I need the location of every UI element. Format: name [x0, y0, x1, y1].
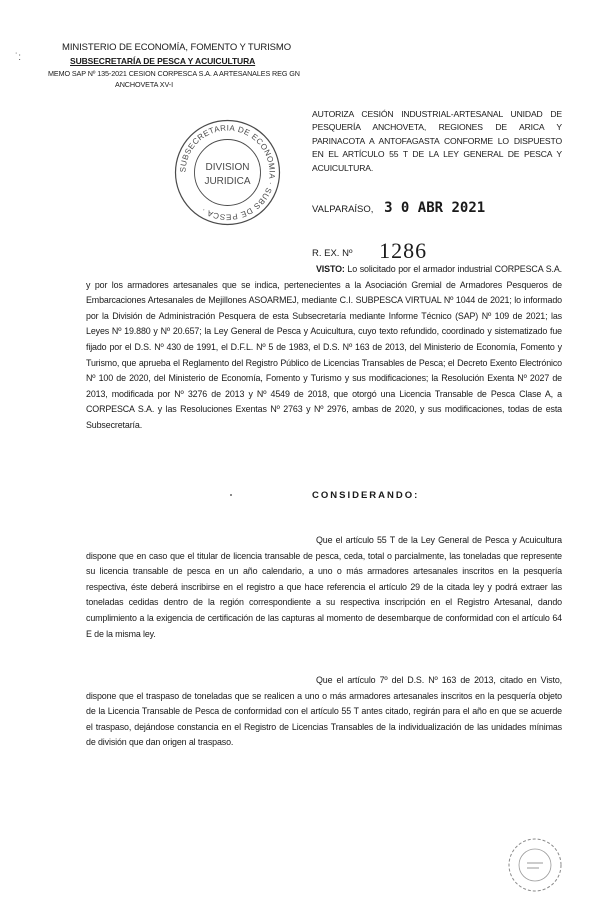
stamp-line1: DIVISION [205, 162, 250, 173]
memo-reference-line2: ANCHOVETA XV-I [115, 80, 173, 89]
considerando-heading: CONSIDERANDO: [312, 490, 420, 501]
ministry-name: MINISTERIO DE ECONOMÍA, FOMENTO Y TURISMO [62, 42, 292, 53]
corner-mark: ˙: [15, 52, 21, 63]
subsecretaria-name: SUBSECRETARÍA DE PESCA Y ACUICULTURA [70, 56, 256, 66]
rex-number: 1286 [379, 238, 428, 263]
division-juridica-stamp-icon [170, 115, 285, 230]
stamp-line2: JURIDICA [204, 176, 251, 187]
stray-dot [230, 494, 232, 496]
page-seal-icon [505, 835, 565, 895]
resolution-title: AUTORIZA CESIÓN INDUSTRIAL-ARTESANAL UNIDAD DE PESQUERÍA ANCHOVETA, REGIONES DE ARICA Y PARINACOTA A ANTOFAGASTA CONFORME LO DISPUESTO EN EL ARTÍCULO 55 T DE LA LEY GENERAL DE PESCA Y ACUICULTURA. [312, 109, 562, 173]
visto-label: VISTO: [316, 264, 345, 274]
memo-reference: MEMO SAP Nº 135-2021 CESION CORPESCA S.A. A ARTESANALES REG GN [48, 69, 300, 78]
considerando-paragraph-1: Que el artículo 55 T de la Ley General de Pesca y Acuicultura dispone que en caso que el titular de licencia transable de pesca, ceda, total o parcialmente, las toneladas que represente su licencia transable de pesca en un año calendario, a uno o más armadores artesanales inscritos en la pesquería respectiva, éste deberá inscribirse en el registro a que hace referencia el artículo 29 de la citada ley y podrá extraer las toneladas cedidas dentro de la región correspondiente a su respectiva inscripción en el Registro Artesanal, dando cumplimiento a la exigencia de certificación de las capturas al momento de desembarque de conformidad con el artículo 64 E de la misma ley. [86, 535, 562, 639]
place-date [312, 200, 485, 216]
place: VALPARAÍSO, [312, 204, 374, 215]
stamp-ring-text: SUBSECRETARIA DE ECONOMIA · SUBS DE PESCA · [178, 123, 277, 222]
stamped-date: 3 0 ABR 2021 [384, 200, 486, 216]
resolution-number [312, 236, 427, 262]
considerando-paragraph-2: Que el artículo 7º del D.S. Nº 163 de 2013, citado en Visto, dispone que el traspaso de toneladas que se realicen a uno o más armadores artesanales inscritos en la pesquería objeto de la Licencia Transable de Pesca de conformidad con el artículo 55 T antes citado, regirán para el año en que se acuerde el traspaso, dejándose constancia en el Registro de Licencias Transables de la individualización de las unidades mínimas de división que dan origen al traspaso. [86, 675, 562, 748]
rex-label: R. EX. Nº [312, 248, 353, 259]
visto-text: Lo solicitado por el armador industrial CORPESCA S.A. y por los armadores artesanales que se indica, pertenecientes a la Asociación Gremial de Armadores Pesqueros de Embarcaciones Artesanales de Mejillones ASOARMEJ, mediante C.I. SUBPESCA VIRTUAL Nº 1044 de 2021; lo informado por la División de Administración Pesquera de esta Subsecretaría mediante Informe Técnico (SAP) Nº 109 de 2021; las Leyes Nº 19.880 y Nº 20.657; la Ley General de Pesca y Acuicultura, cuyo texto refundido, coordinado y sistematizado fue fijado por el D.S. Nº 430 de 1991, el D.F.L. Nº 5 de 1983, el D.S. Nº 163 de 2013, del Ministerio de Economía, Fomento y Turismo, que aprueba el Reglamento del Registro Público de Licencias Transables de Pesca; el Decreto Exento Electrónico Nº 100 de 2020, del Ministerio de Economía, Fomento y Turismo y sus modificaciones; la Resolución Exenta Nº 2027 de 2013, modificada por Nº 3276 de 2013 y Nº 4549 de 2018, que otorgó una Licencia Transable de Pesca Clase A, a CORPESCA S.A. y las Resoluciones Exentas Nº 2763 y Nº 2976, ambas de 2020, y sus modificaciones, todas de esta Subsecretaría. [86, 264, 562, 430]
visto-paragraph [86, 262, 562, 434]
